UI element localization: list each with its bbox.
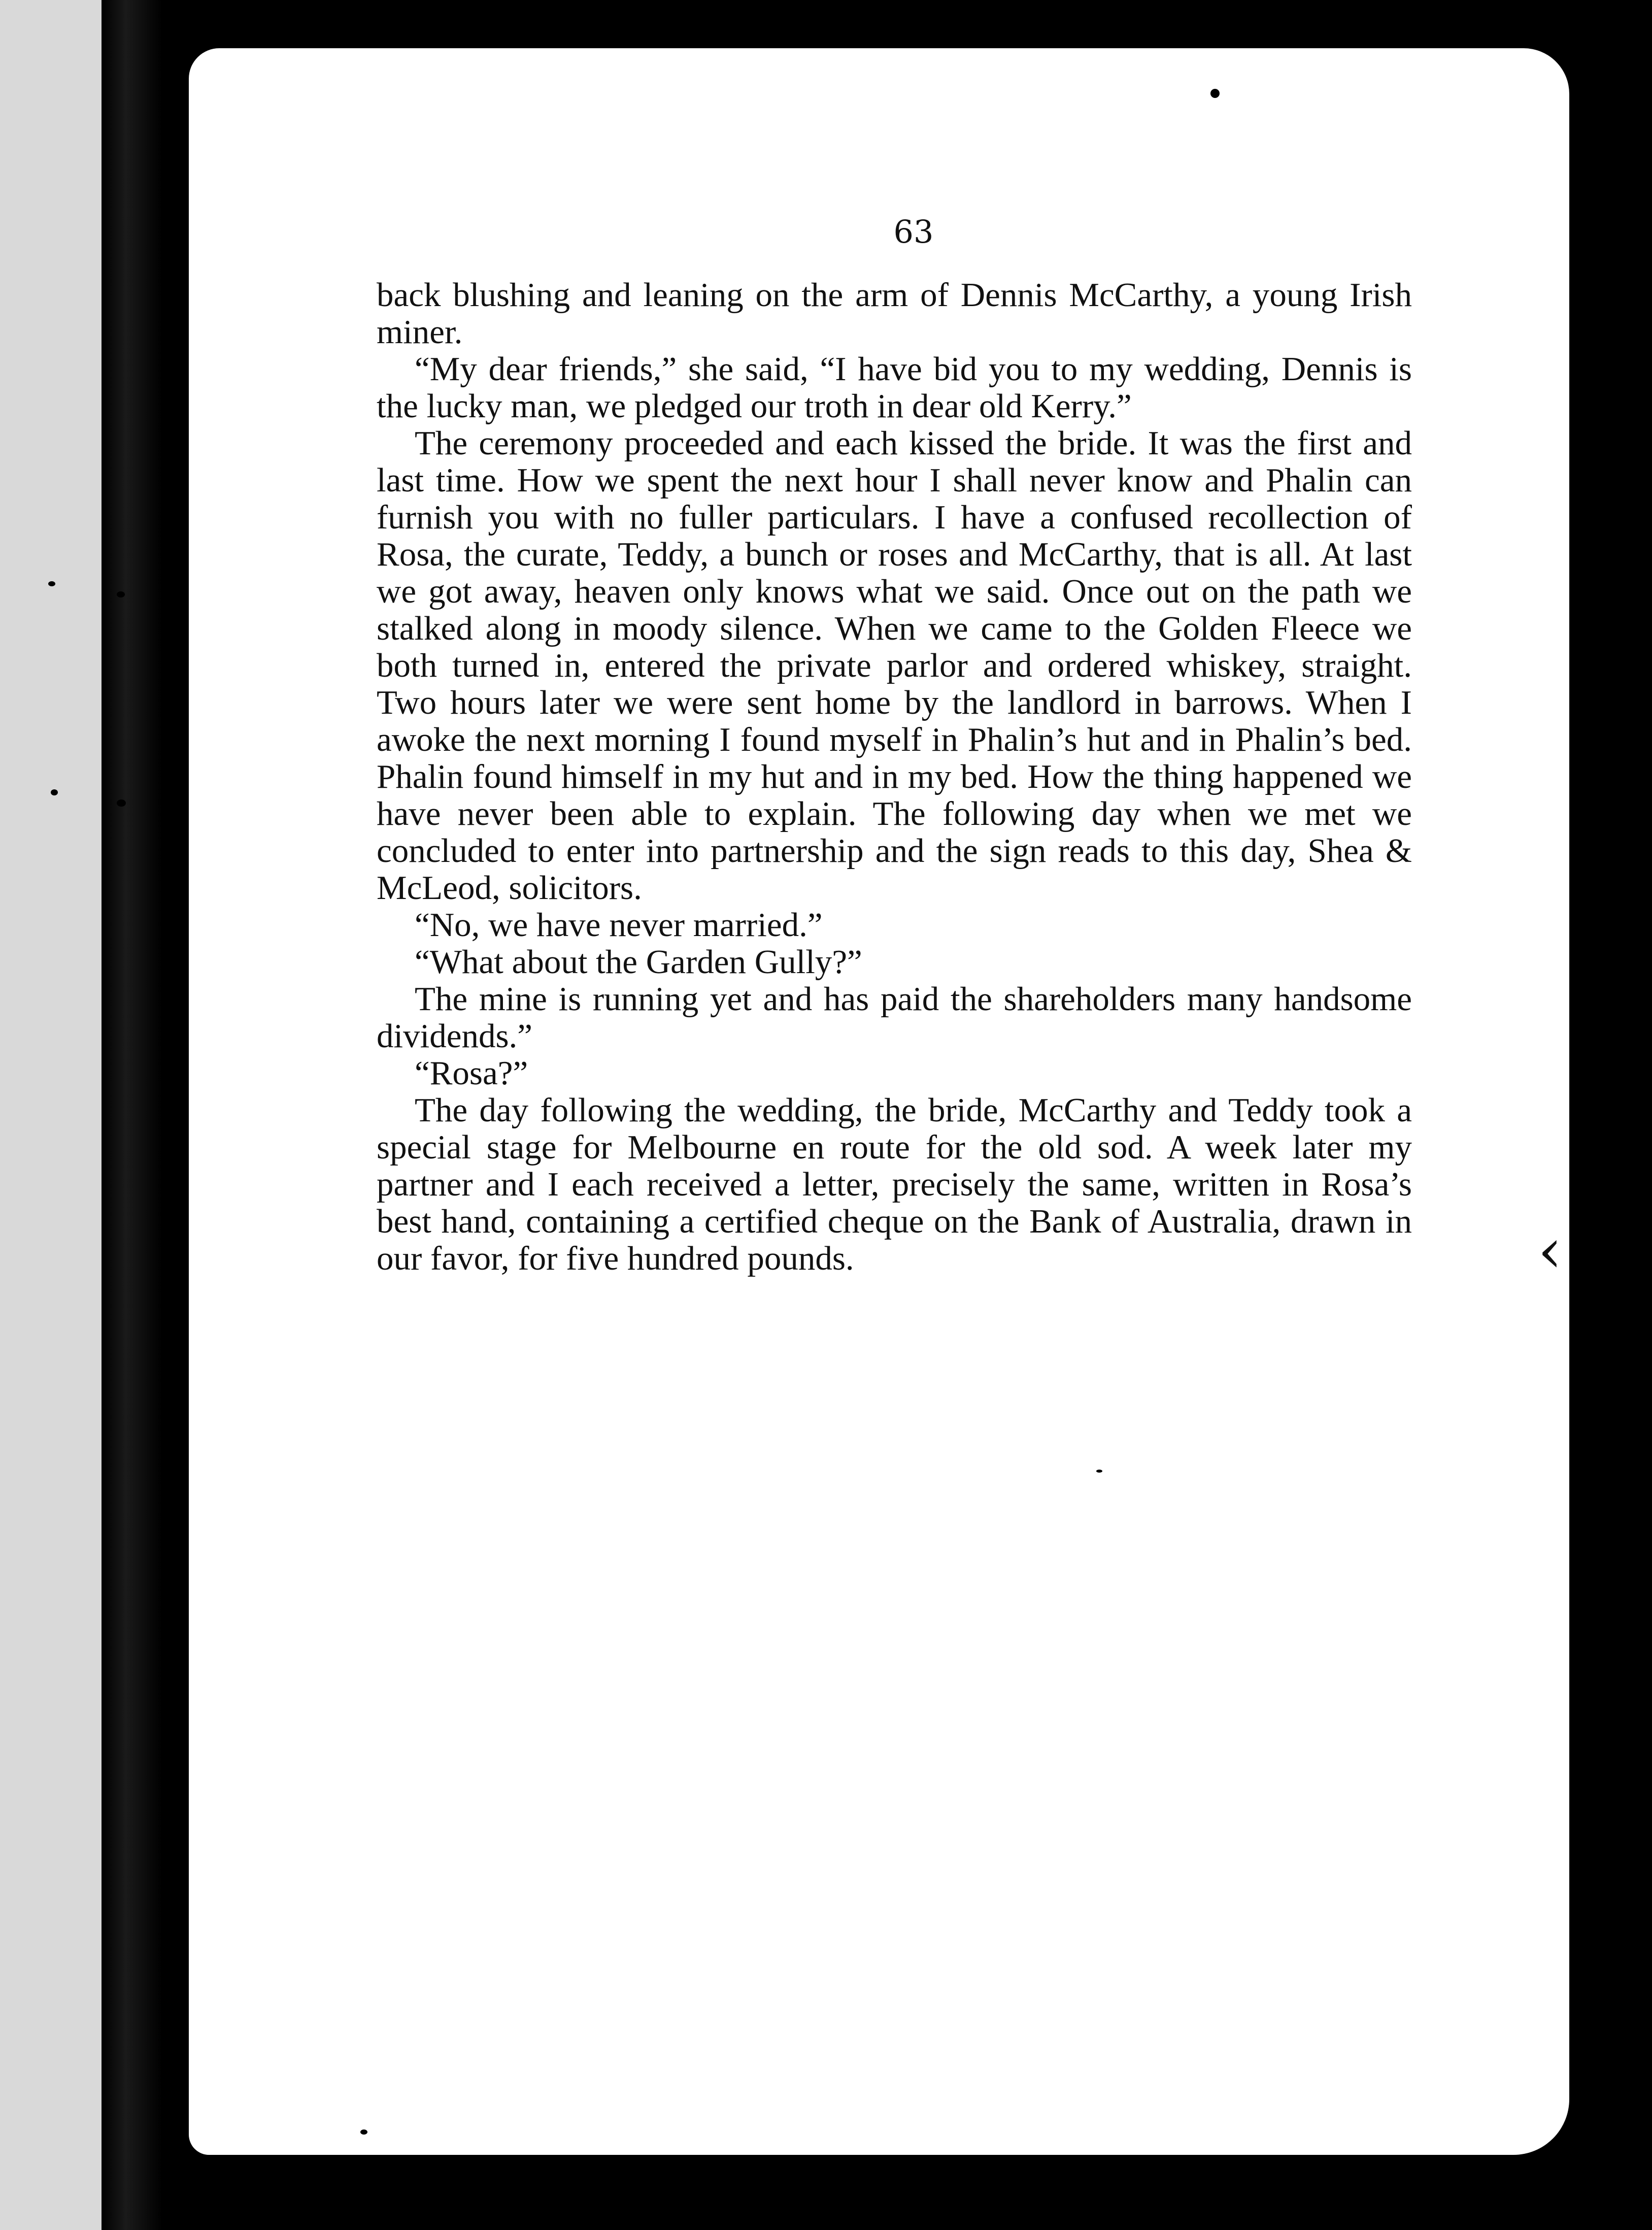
- paragraph-8: The day following the wedding, the bride, McCarthy and Teddy took a special stage for Melbourne en route for the old sod. A week later my partner and I each received a letter, precisely the same, written in Rosa’s best hand, containing a certified cheque on the Bank of Australia, drawn in our favor, for five hundred pounds.: [377, 1091, 1412, 1277]
- scan-speck: [360, 2129, 367, 2135]
- paragraph-6: The mine is running yet and has paid the shareholders many handsome dividends.”: [377, 980, 1412, 1055]
- body-text: [377, 277, 1412, 1277]
- page-number: 63: [893, 213, 934, 250]
- paragraph-1: back blushing and leaning on the arm of Dennis McCarthy, a young Irish miner.: [377, 276, 1412, 351]
- binding-shadow: [102, 0, 162, 2230]
- scan-speck: [1096, 1470, 1102, 1473]
- paragraph-3: The ceremony proceeded and each kissed the bride. It was the first and last time. How we spent the next hour I shall never know and Phalin can furnish you with no fuller particulars. I have a confused recollection of Rosa, the curate, Teddy, a bunch or roses and McCarthy, that is all. At last we got away, heaven only knows what we said. Once out on the path we stalked along in moody silence. When we came to the Golden Fleece we both turned in, entered the private parlor and ordered whiskey, straight. Two hours later we were sent home by the landlord in barrows. When I awoke the next morning I found myself in Phalin’s hut and in Phalin’s bed. Phalin found himself in my hut and in my bed. How the thing happened we have never been able to explain. The following day when we met we concluded to enter into partnership and the sign reads to this day, Shea & McLeod, solicitors.: [377, 424, 1412, 907]
- margin-bracket-mark: ‹: [1538, 1216, 1562, 1286]
- paragraph-4: “No, we have never married.”: [415, 906, 823, 944]
- left-margin-band: [0, 0, 102, 2230]
- paragraph-7: “Rosa?”: [415, 1054, 528, 1092]
- scan-speck: [51, 789, 58, 795]
- scan-speck: [48, 581, 55, 586]
- scan-speck: [117, 800, 126, 807]
- paragraph-5: “What about the Garden Gully?”: [415, 943, 862, 981]
- scan-speck: [117, 591, 125, 597]
- scan-speck: [1210, 89, 1220, 98]
- paragraph-2: “My dear friends,” she said, “I have bid you to my wedding, Dennis is the lucky man, we pledged our troth in dear old Kerry.”: [377, 350, 1412, 425]
